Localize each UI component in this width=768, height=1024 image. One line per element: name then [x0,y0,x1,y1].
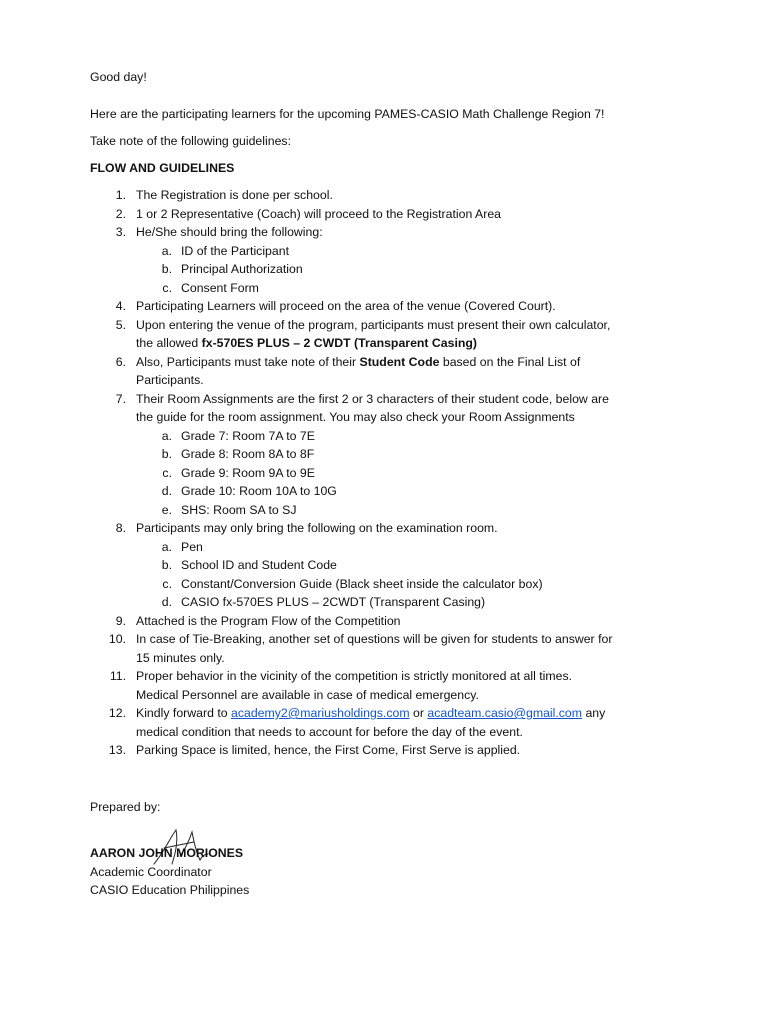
sub-list [136,242,690,298]
list-item [90,297,690,316]
list-item [90,519,690,612]
list-item [90,186,690,205]
item-text: 1 or 2 Representative (Coach) will proceed to the Registration Area [136,206,501,221]
sub-item-letter: c. [162,465,172,480]
sub-list-item [90,556,690,575]
item-number: 5. [115,317,126,332]
sub-item-letter: a. [161,539,172,554]
email-link-acadteam[interactable]: acadteam.casio@gmail.com [427,706,583,720]
sub-item-text: Grade 7: Room 7A to 7E [181,428,315,443]
item-text: Participants. [136,373,204,387]
list-item [90,612,690,631]
sub-item-text: Principal Authorization [181,262,303,276]
item-text: In case of Tie-Breaking, another set of questions will be given for students to answer for [136,632,613,646]
sub-item-text: ID of the Participant [181,243,289,258]
list-item [90,390,690,520]
sub-item-letter: b. [161,262,172,276]
list-item [90,353,690,390]
sub-item-letter: e. [161,502,172,517]
sub-list-item [90,445,690,464]
calculator-model: fx-570ES PLUS – 2 CWDT (Transparent Casing) [201,336,478,350]
list-item [90,205,690,224]
item-text: Participants may only bring the following on the examination room. [136,521,498,535]
item-text: based on the Final List of [439,354,581,369]
sub-item-text: Grade 10: Room 10A to 10G [181,484,337,498]
sub-item-letter: d. [161,595,172,609]
signatory-org: CASIO Education Philippines [90,883,250,897]
sub-item-letter: c. [162,576,172,591]
sub-item-letter: b. [161,447,172,461]
section-heading: FLOW AND GUIDELINES [90,161,235,175]
item-text: 15 minutes only. [136,650,225,665]
sub-item-text: CASIO fx-570ES PLUS – 2CWDT (Transparent Casing) [181,595,486,609]
list-item [90,316,690,353]
item-text: or [409,706,428,720]
signature-block [90,844,249,900]
signatory-name: AARON JOHN MORIONES [90,846,244,860]
item-text: Proper behavior in the vicinity of the competition is strictly monitored at all times. [136,669,573,683]
item-text: The Registration is done per school. [136,188,333,202]
sub-list [136,427,690,520]
prepared-by-label: Prepared by: [90,800,161,814]
item-text: Medical Personnel are available in case of medical emergency. [136,687,479,702]
list-item [90,630,690,667]
item-text: medical condition that needs to account for before the day of the event. [136,724,523,739]
item-text: Parking Space is limited, hence, the First Come, First Serve is applied. [136,743,521,757]
sub-list-item [90,464,690,483]
sub-item-text: SHS: Room SA to SJ [181,502,297,517]
item-number: 8. [115,521,126,535]
email-link-academy2[interactable]: academy2@mariusholdings.com [231,706,410,720]
sub-list-item [90,279,690,298]
item-text: any [582,706,606,720]
sub-list-item [90,482,690,501]
greeting: Good day! [90,70,147,84]
signatory-title: Academic Coordinator [90,864,212,879]
item-number: 7. [115,391,126,406]
item-text: He/She should bring the following: [136,225,323,239]
sub-item-text: Constant/Conversion Guide (Black sheet inside the calculator box) [181,576,543,591]
sub-list [136,538,690,612]
item-text: Upon entering the venue of the program, participants must present their own calculator, [136,317,611,332]
item-text: Participating Learners will proceed on the area of the venue (Covered Court). [136,299,556,313]
sub-item-letter: c. [162,280,172,295]
item-text: the guide for the room assignment. You may also check your Room Assignments [136,410,575,424]
sub-item-letter: b. [161,558,172,572]
item-text: Their Room Assignments are the first 2 or 3 characters of their student code, below are [136,391,609,406]
sub-list-item [90,575,690,594]
sub-item-letter: a. [161,243,172,258]
sub-item-text: Consent Form [181,280,259,295]
item-number: 12. [108,706,126,720]
item-text: Also, Participants must take note of their [136,354,360,369]
note-text: Take note of the following guidelines: [90,134,291,148]
list-item [90,704,690,741]
sub-item-text: Grade 8: Room 8A to 8F [181,447,315,461]
item-number: 6. [115,354,126,369]
sub-list-item [90,538,690,557]
sub-list-item [90,260,690,279]
sub-list-item [90,427,690,446]
list-item [90,667,690,704]
sub-item-text: Pen [181,539,203,554]
item-number: 13. [108,743,126,757]
item-text: the allowed [136,336,202,350]
sub-list-item [90,501,690,520]
item-number: 3. [115,225,126,239]
sub-item-letter: d. [161,484,172,498]
list-item [90,223,690,297]
sub-item-text: School ID and Student Code [181,558,337,572]
list-item [90,741,690,760]
item-number: 2. [115,206,126,221]
sub-list-item [90,593,690,612]
sub-item-text: Grade 9: Room 9A to 9E [181,465,315,480]
item-number: 1. [115,188,126,202]
intro-text: Here are the participating learners for the upcoming PAMES-CASIO Math Challenge Region 7! [90,107,605,121]
item-text: Attached is the Program Flow of the Competition [136,613,401,628]
item-number: 10. [108,632,126,646]
student-code-label: Student Code [359,354,440,369]
sub-item-letter: a. [161,428,172,443]
item-number: 9. [115,613,126,628]
item-number: 4. [115,299,126,313]
guidelines-list [90,186,690,760]
item-text: Kindly forward to [136,706,232,720]
item-number: 11. [109,669,126,683]
sub-list-item [90,242,690,261]
